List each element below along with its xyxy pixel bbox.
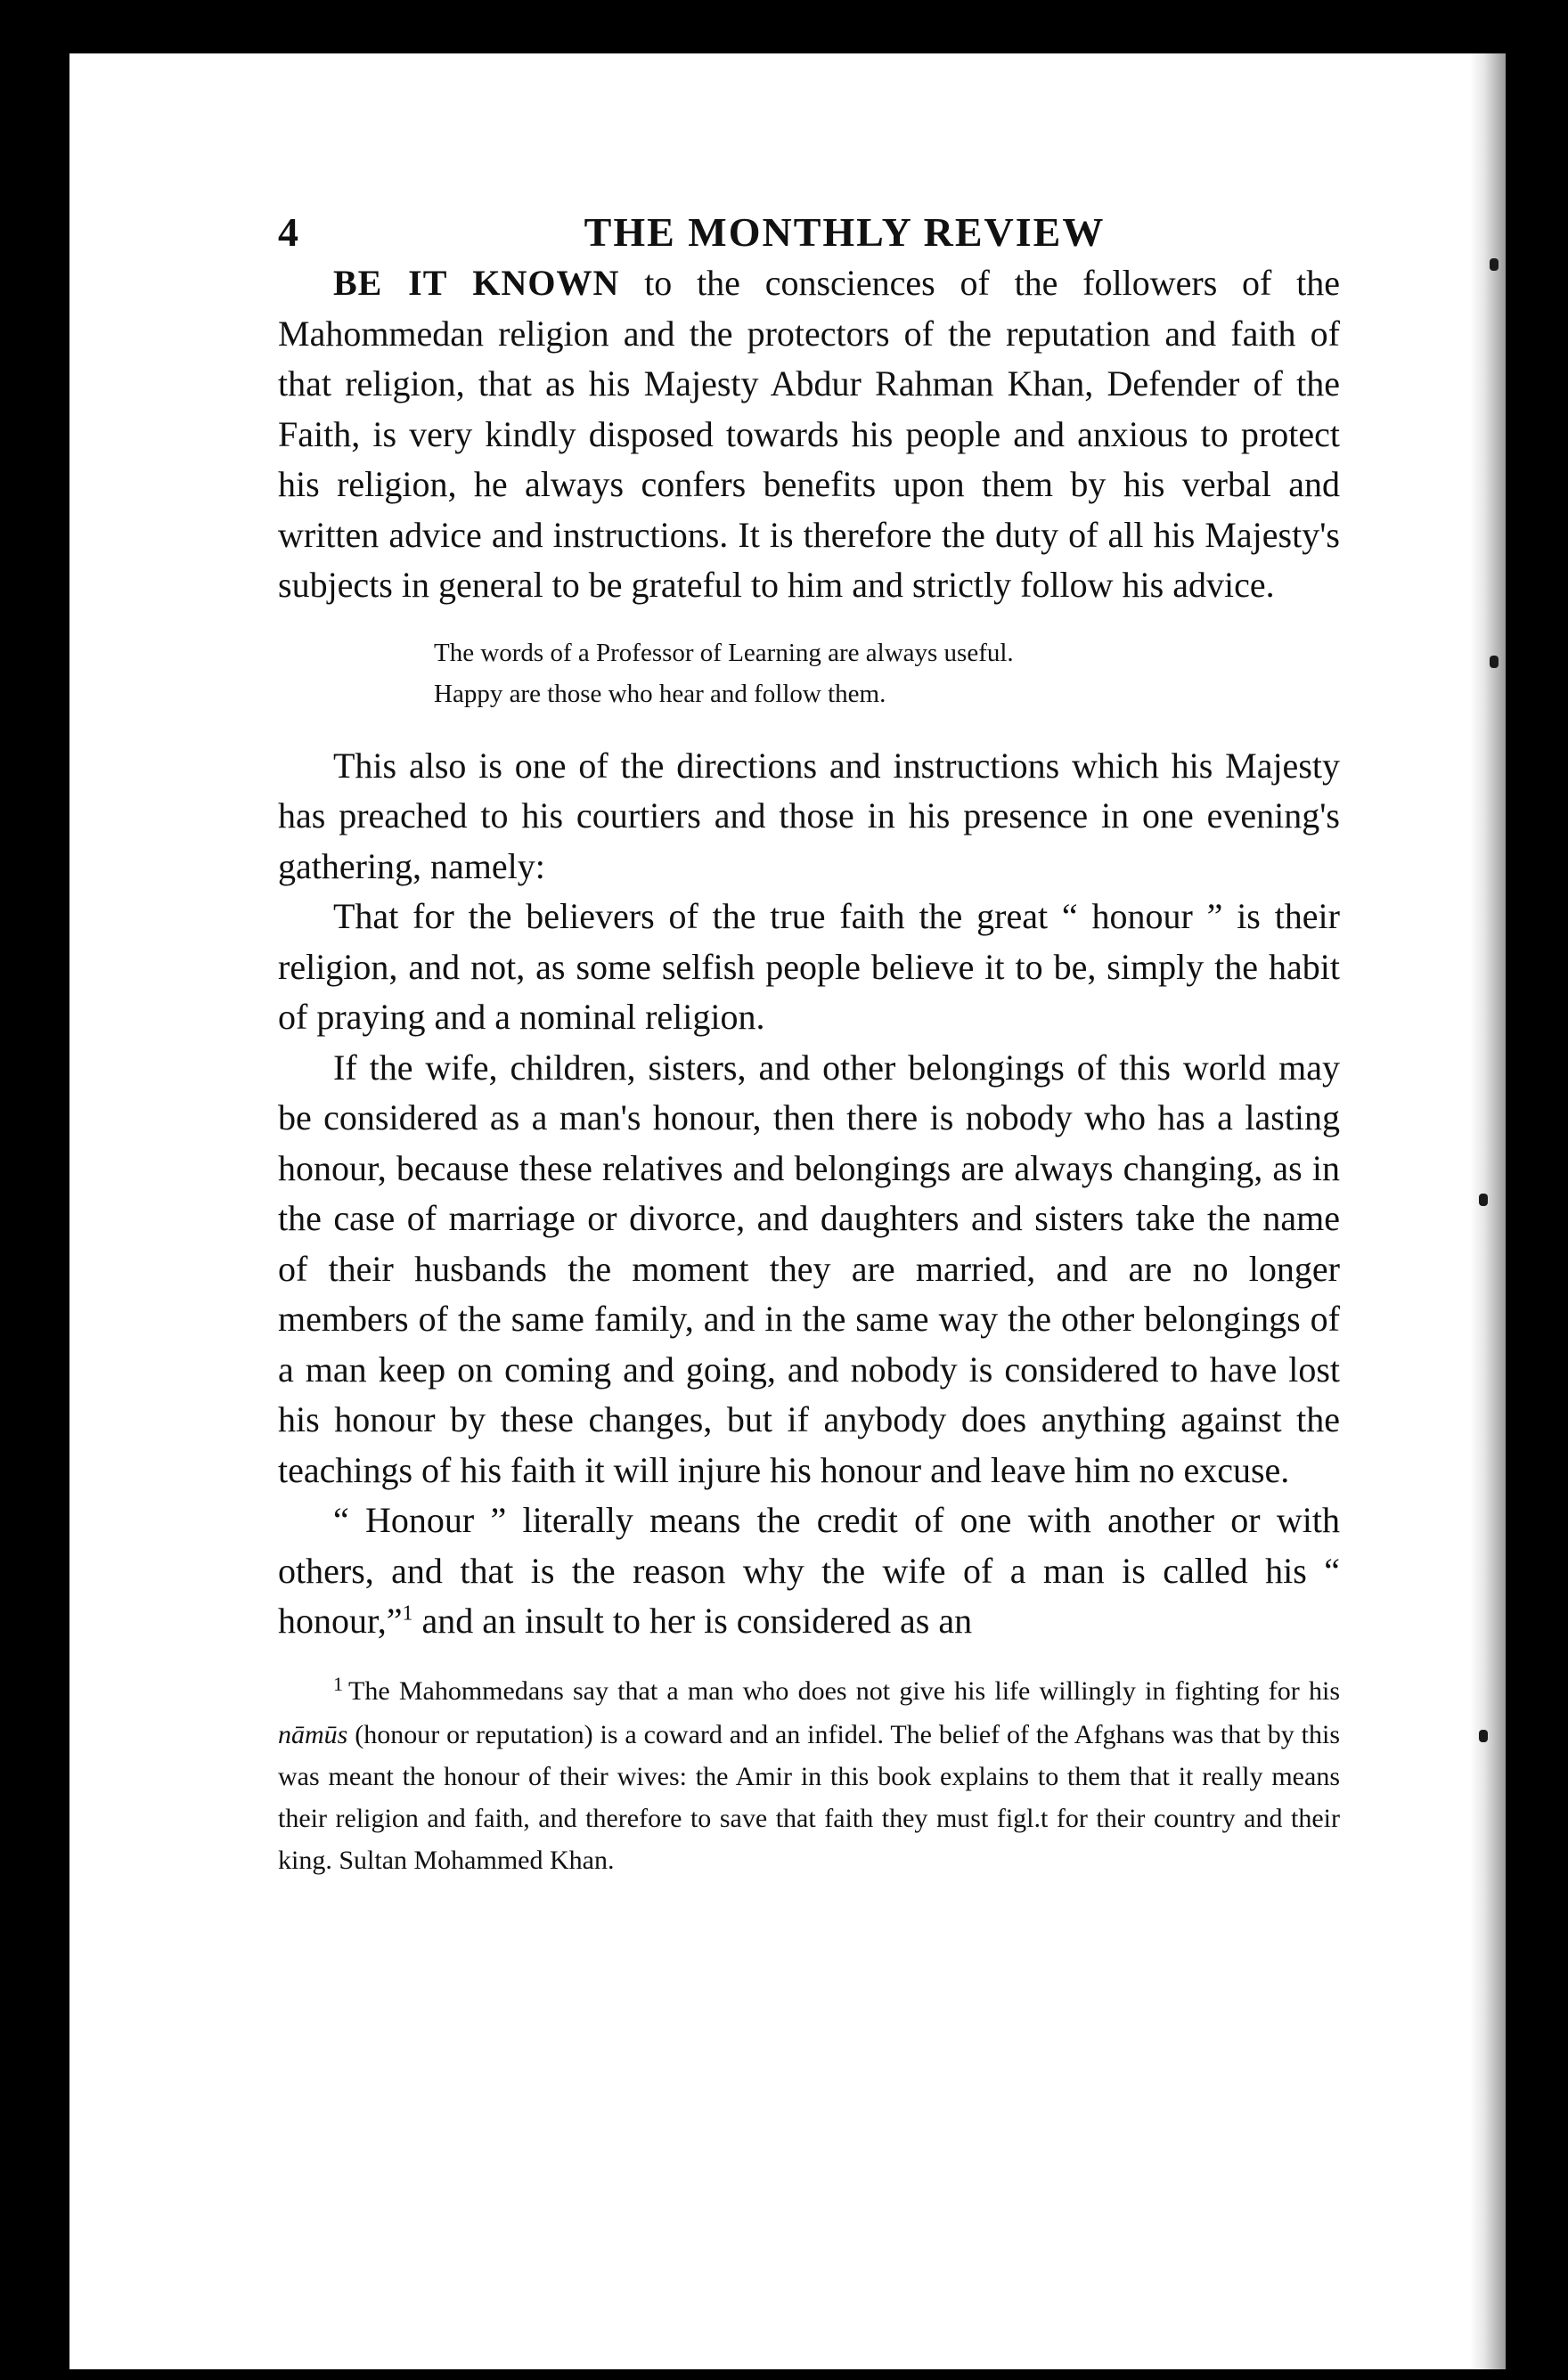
paragraph-true-honour: That for the believers of the true faith the great “ honour ” is their religion, and not, as some selfish people believe it to be, simply the habit of praying and a nominal religion. (278, 896, 1340, 1037)
edge-speck-mark (1490, 258, 1499, 271)
footnote-section (278, 1670, 1340, 1881)
footnote-term: nāmūs (278, 1719, 348, 1749)
paragraph-lead-words: BE IT KNOWN (333, 263, 620, 303)
page-content (278, 196, 1340, 1881)
paragraph-belongings: If the wife, children, sisters, and other belongings of this world may be considered as a man's honour, then there is nobody who has a lasting honour, because these relatives and belongings are always changing, as in the case of marriage or divorce, and daughters and sisters take the name of their husbands the moment they are married, and are no longer members of the same family, and in the same way the other belongings of a man keep on coming and going, and nobody is considered to have lost his honour by these changes, but if anybody does anything against the teachings of his faith it will injure his honour and leave him no excuse. (278, 1047, 1340, 1490)
footnote-reference: 1 (402, 1602, 413, 1626)
paragraph-honour-text: “ Honour ” literally means the credit of one with another or with others, and that is the reason why the wife of a man is called his “ honour,” (278, 1500, 1340, 1641)
edge-speck-mark (1479, 1194, 1488, 1206)
paragraph-directions: This also is one of the directions and instructions which his Majesty has preached to his courtiers and those in his presence in one evening's gathering, namely: (278, 745, 1340, 886)
edge-speck-mark (1479, 1730, 1488, 1742)
verse-line: Happy are those who hear and follow them. (434, 679, 886, 708)
footnote (278, 1670, 1340, 1881)
footnote-text-continued: (honour or reputation) is a coward and an infidel. The belief of the Afghans was that by this was meant the honour of their wives: the Amir in this book explains to them that it really means their religion and faith, and therefore to save that faith they must figl.t for their country and their king. Sultan Mohammed Khan. (278, 1719, 1340, 1875)
paragraph-decree-text: to the consciences of the followers of the Mahommedan religion and the protectors of the reputation and faith of that religion, that as his Majesty Abdur Rahman Khan, Defender of the Faith, is very kindly disposed towards his people and anxious to protect his religion, he always confers benefits upon them by his verbal and written advice and instructions. It is therefore the duty of all his Majesty's subjects in general to be grateful to him and strictly follow his advice. (278, 263, 1340, 605)
footnote-marker: 1 (333, 1672, 343, 1695)
paragraph-decree (278, 258, 1340, 611)
page-number: 4 (278, 209, 300, 255)
running-header (278, 196, 1340, 258)
paragraph-honour-meaning (278, 1496, 1340, 1647)
footnote-text: The Mahommedans say that a man who does not give his life willingly in fighting for his (348, 1675, 1340, 1706)
verse-quotation (278, 632, 1340, 714)
page-edge-shadow (1470, 53, 1506, 2369)
verse-line: The words of a Professor of Learning are always useful. (434, 638, 1014, 667)
running-title: THE MONTHLY REVIEW (584, 209, 1106, 255)
edge-speck-mark (1490, 656, 1499, 668)
paragraph-honour-continuation: and an insult to her is considered as an (412, 1601, 973, 1641)
